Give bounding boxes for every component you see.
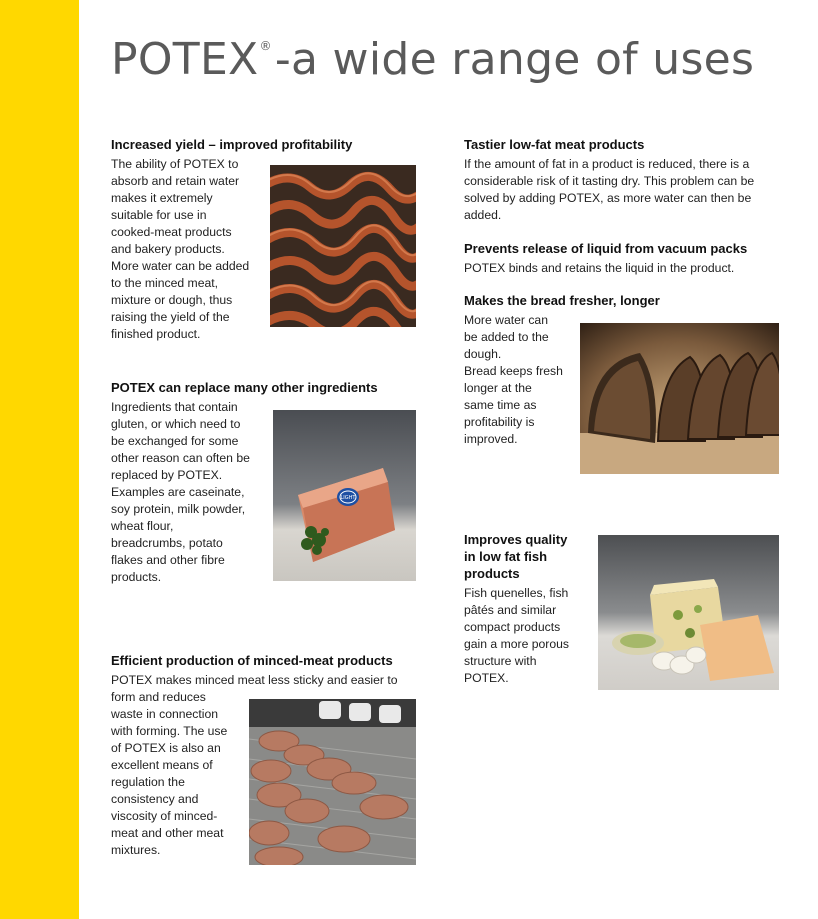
yellow-side-stripe [0,0,79,919]
section-heading: Increased yield – improved profitability [111,137,353,152]
meat-loaf-photo [273,410,416,581]
section-heading: POTEX can replace many other ingredients [111,380,378,395]
burger-patties-photo [249,699,416,865]
section-heading: Efficient production of minced-meat products [111,653,393,668]
light-label-text: LIGHT [340,495,356,501]
section-heading: Tastier low-fat meat products [464,137,645,152]
section-heading: Prevents release of liquid from vacuum packs [464,241,748,256]
section-body: POTEX binds and retains the liquid in the product. [464,261,735,275]
section-vacuum-packs [464,240,794,277]
section-low-fat-meat [464,136,784,224]
page-title: POTEX®-a wide range of uses [111,34,755,85]
sliced-bread-photo [580,323,779,474]
section-body: POTEX makes minced meat less sticky and easier to form and reduces waste in connection with forming. The use of POTEX is also an excellent means of regulation the consistency and viscosity of minced- meat and other meat mixtures. [111,673,398,857]
section-fish-products [464,531,594,687]
section-body: More water can be added to the dough. Bread keeps fresh longer at the same time as profitability is improved. [464,313,563,446]
section-body: The ability of POTEX to absorb and retain water makes it extremely suitable for use in cooked-meat products and bakery products. More water can be added to the minced meat, mixture or dough, thus raising the yield of the finished product. [111,157,250,341]
section-body: If the amount of fat in a product is reduced, there is a considerable risk of it tasting dry. This problem can be solved by adding POTEX, as more water can then be added. [464,157,755,222]
section-body: Fish quenelles, fish pâtés and similar compact products gain a more porous structure with POTEX. [464,586,570,685]
fish-pate-photo [598,535,779,690]
section-body: Ingredients that contain gluten, or which need to be exchanged for some other reason can often be replaced by POTEX. Examples are caseinate, soy protein, milk powder, wheat flour, breadcrumbs, potato flakes and other fibre products. [111,400,250,584]
section-heading: Makes the bread fresher, longer [464,293,660,308]
sausages-photo [270,165,416,327]
section-heading: Improves quality in low fat fish products [464,532,568,581]
